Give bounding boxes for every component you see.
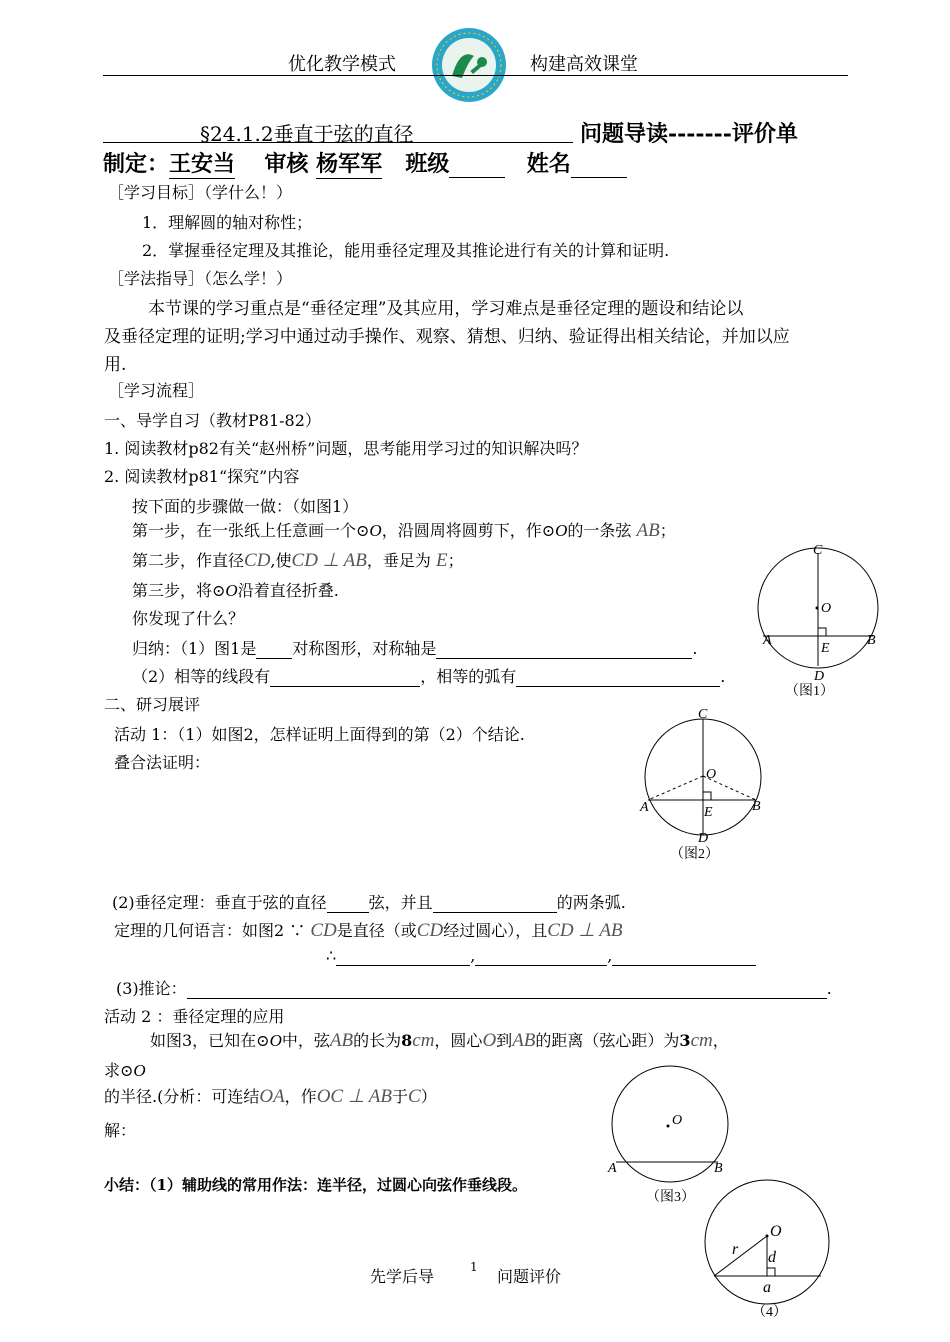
theorem-blank-1[interactable] <box>327 893 369 913</box>
conclusion1-text-a: 归纳：（1）图1是 <box>132 639 257 658</box>
foot-e: E <box>435 550 448 571</box>
goal-item-2: 2．掌握垂径定理及其推论，能用垂径定理及其推论进行有关的计算和证明. <box>142 241 670 260</box>
fig4-caption: （4） <box>752 1305 787 1320</box>
found-question: 你发现了什么？ <box>132 609 245 628</box>
geometry-cd-2: CD <box>416 920 444 941</box>
chord-ab: AB <box>636 520 660 541</box>
equal-segments-blank[interactable] <box>270 667 420 687</box>
figure-1 <box>755 540 895 705</box>
example-text-a: 如图3，已知在⊙ <box>150 1031 270 1050</box>
summary-line: 小结：（1）辅助线的常用作法：连半径，过圆心向弦作垂线段。 <box>104 1176 527 1194</box>
example-unit: cm <box>412 1030 435 1051</box>
step-2 <box>132 548 464 572</box>
fig1-right-angle <box>818 628 826 636</box>
fig3-caption: （图3） <box>646 1190 695 1205</box>
conclusion1-text-b: 对称图形，对称轴是 <box>292 639 437 658</box>
example-text-d: ，圆心 <box>434 1031 483 1050</box>
title-suffix: 问题导读-------评价单 <box>580 121 798 147</box>
circle-o-label: O <box>369 521 382 540</box>
circle-o-label-3: O <box>225 581 238 600</box>
fig4-label-a: a <box>763 1279 771 1296</box>
fig2-label-o: O <box>706 767 717 782</box>
fig3-label-b: B <box>714 1161 723 1176</box>
class-blank[interactable] <box>449 151 505 178</box>
example3-perp: OC ⊥ AB <box>316 1086 393 1107</box>
fig4-right-angle <box>767 1268 775 1276</box>
example-o-2: O <box>482 1030 497 1051</box>
fig2-label-c: C <box>698 707 708 722</box>
solve-label: 解： <box>104 1121 137 1140</box>
section-title: §24.1.2垂直于弦的直径 <box>200 122 414 146</box>
fig2-dash-oa <box>648 776 703 800</box>
therefore-symbol: ∴ <box>326 946 337 965</box>
geometry-cd: CD <box>310 920 337 941</box>
symmetry-blank[interactable] <box>256 639 292 659</box>
step1-text-d: ； <box>659 521 676 540</box>
theorem-text-a: (2)垂径定理：垂直于弦的直径 <box>112 893 327 912</box>
geometry-text-c: 经过圆心），且 <box>443 921 548 940</box>
example2-text-a: 求⊙ <box>104 1061 134 1080</box>
therefore-line: ∴ , , <box>326 946 756 966</box>
fig2-label-a: A <box>640 800 649 815</box>
diameter-cd: CD <box>244 550 271 571</box>
theorem-text-c: 的两条弧. <box>556 893 626 912</box>
fig3-label-o: O <box>672 1113 683 1128</box>
corollary-label: (3)推论： <box>116 979 187 998</box>
example3-text-b: ，作 <box>284 1087 317 1106</box>
step2-text-b: ,使 <box>270 551 292 570</box>
step-intro: 按下面的步骤做一做：（如图1） <box>132 497 359 516</box>
example-ab-2: AB <box>512 1030 536 1051</box>
example3-text-c: 于 <box>392 1087 409 1106</box>
circle-o-label-2: O <box>555 521 568 540</box>
geometry-perp: CD ⊥ AB <box>547 920 623 941</box>
fig4-label-o: O <box>770 1223 782 1240</box>
proof-label: 叠合法证明： <box>114 753 211 772</box>
example-length: 8 <box>401 1031 413 1050</box>
example-line-3 <box>104 1084 437 1108</box>
step3-text-a: 第三步，将⊙ <box>132 581 226 600</box>
footer-left: 先学后导 <box>370 1267 435 1286</box>
fig1-label-b: B <box>867 633 876 648</box>
therefore-blank-2[interactable] <box>475 946 607 966</box>
maker-label: 制定： <box>103 151 170 177</box>
geometry-text-b: 是直径（或 <box>336 921 417 940</box>
fig1-label-e: E <box>821 641 830 656</box>
fig1-caption: （图1） <box>785 684 834 699</box>
header-rule <box>103 75 848 76</box>
conclusion2-text-c: . <box>720 667 726 686</box>
conclusion1-text-c: . <box>692 639 698 658</box>
example-ab: AB <box>329 1030 354 1051</box>
header-left: 优化教学模式 <box>288 54 396 75</box>
fig1-label-c: C <box>813 543 823 558</box>
example-text-b: 中，弦 <box>281 1031 330 1050</box>
figure-4 <box>700 1176 840 1326</box>
reviewer-name: 杨军军 <box>316 147 382 179</box>
goal-item-1: 1．理解圆的轴对称性； <box>142 213 313 232</box>
equal-arcs-blank[interactable] <box>516 667 720 687</box>
step3-text-b: 沿着直径折叠. <box>237 581 339 600</box>
therefore-blank-1[interactable] <box>336 946 470 966</box>
geometry-language <box>114 918 623 942</box>
conclusion2-text-b: ，相等的弧有 <box>420 667 517 686</box>
therefore-blank-3[interactable] <box>612 946 756 966</box>
example3-text-a: 的半径.(分析：可连结 <box>104 1087 260 1106</box>
name-blank[interactable] <box>571 151 627 178</box>
fig2-label-e: E <box>704 805 713 820</box>
example-text-c: 的长为 <box>353 1031 402 1050</box>
example-text-e: 到 <box>496 1031 513 1050</box>
fig4-radius <box>714 1236 767 1276</box>
example3-c: C <box>408 1086 421 1107</box>
conclusion-1 <box>132 636 697 659</box>
maker-name: 王安当 <box>169 147 235 179</box>
method-line-1: 本节课的学习重点是“垂径定理”及其应用，学习难点是垂径定理的题设和结论以 <box>148 299 744 319</box>
question-1: 1. 阅读教材p82有关“赵州桥”问题，思考能用学习过的知识解决吗？ <box>104 439 588 458</box>
example-text-g: ， <box>712 1031 729 1050</box>
header-right: 构建高效课堂 <box>530 54 638 75</box>
perp-relation: CD ⊥ AB <box>291 550 367 571</box>
reviewer-label: 审核 <box>264 151 309 177</box>
class-label: 班级 <box>405 151 450 177</box>
step-3 <box>132 578 339 601</box>
step2-text-c: ，垂足为 <box>366 551 431 570</box>
footer-right: 问题评价 <box>497 1267 562 1286</box>
fig2-label-b: B <box>752 799 761 814</box>
example-line-1 <box>150 1028 729 1052</box>
activity-1: 活动 1：（1）如图2，怎样证明上面得到的第（2）个结论. <box>114 725 525 744</box>
fig2-label-d: D <box>698 831 709 846</box>
theorem-text-b: 弦，并且 <box>368 893 433 912</box>
theorem-blank-2[interactable] <box>433 893 557 913</box>
fig3-circle <box>612 1066 728 1182</box>
fig4-label-r: r <box>732 1241 739 1258</box>
method-line-2: 及垂径定理的证明;学习中通过动手操作、观察、猜想、归纳、验证得出相关结论，并加以应 <box>104 327 790 347</box>
conclusion2-text-a: （2）相等的线段有 <box>132 667 271 686</box>
fig2-caption: （图2） <box>670 847 719 862</box>
fig4-label-d: d <box>768 1249 776 1266</box>
fig1-label-d: D <box>814 669 825 684</box>
example-distance: 3 <box>679 1031 691 1050</box>
step1-text-b: ，沿圆周将圆剪下，作⊙ <box>381 521 556 540</box>
fig2-right-angle <box>703 792 711 800</box>
name-label: 姓名 <box>526 151 571 177</box>
example-unit-2: cm <box>690 1030 713 1051</box>
example-text-f: 的距离（弦心距）为 <box>535 1031 680 1050</box>
corollary-line: (3)推论： . <box>116 979 832 998</box>
part1-heading: 一、导学自习（教材P81-82） <box>104 411 321 430</box>
example-line-2 <box>104 1058 146 1081</box>
step1-text-a: 第一步，在一张纸上任意画一个⊙ <box>132 521 370 540</box>
school-logo <box>430 26 508 104</box>
flow-heading: ［学习流程］ <box>108 381 205 400</box>
fig1-label-o: O <box>821 601 832 616</box>
corollary-blank[interactable] <box>187 979 827 999</box>
geometry-text-a: 定理的几何语言：如图2 ∵ <box>114 921 306 940</box>
question-2: 2. 阅读教材p81“探究”内容 <box>104 467 300 486</box>
theorem-line <box>112 890 626 913</box>
page-number: 1 <box>470 1260 478 1274</box>
example-o: O <box>269 1031 282 1050</box>
goals-heading: ［学习目标］（学什么！） <box>108 183 293 202</box>
step-1 <box>132 518 676 542</box>
part2-heading: 二、研习展评 <box>104 695 201 714</box>
conclusion-2 <box>132 664 725 687</box>
fig1-label-a: A <box>763 633 772 648</box>
example3-oa: OA <box>259 1086 285 1107</box>
example3-text-d: ） <box>420 1087 437 1106</box>
figure-2 <box>636 700 776 865</box>
example2-o: O <box>133 1061 146 1080</box>
fig3-label-a: A <box>608 1161 617 1176</box>
step2-text-d: ； <box>447 551 464 570</box>
method-line-3: 用. <box>104 355 127 375</box>
activity-2: 活动 2 ：垂径定理的应用 <box>104 1007 285 1026</box>
method-heading: ［学法指导］（怎么学！） <box>108 269 293 288</box>
step2-text-a: 第二步，作直径 <box>132 551 245 570</box>
meta-line <box>103 147 627 179</box>
step1-text-c: 的一条弦 <box>567 521 632 540</box>
axis-blank[interactable] <box>436 639 692 659</box>
